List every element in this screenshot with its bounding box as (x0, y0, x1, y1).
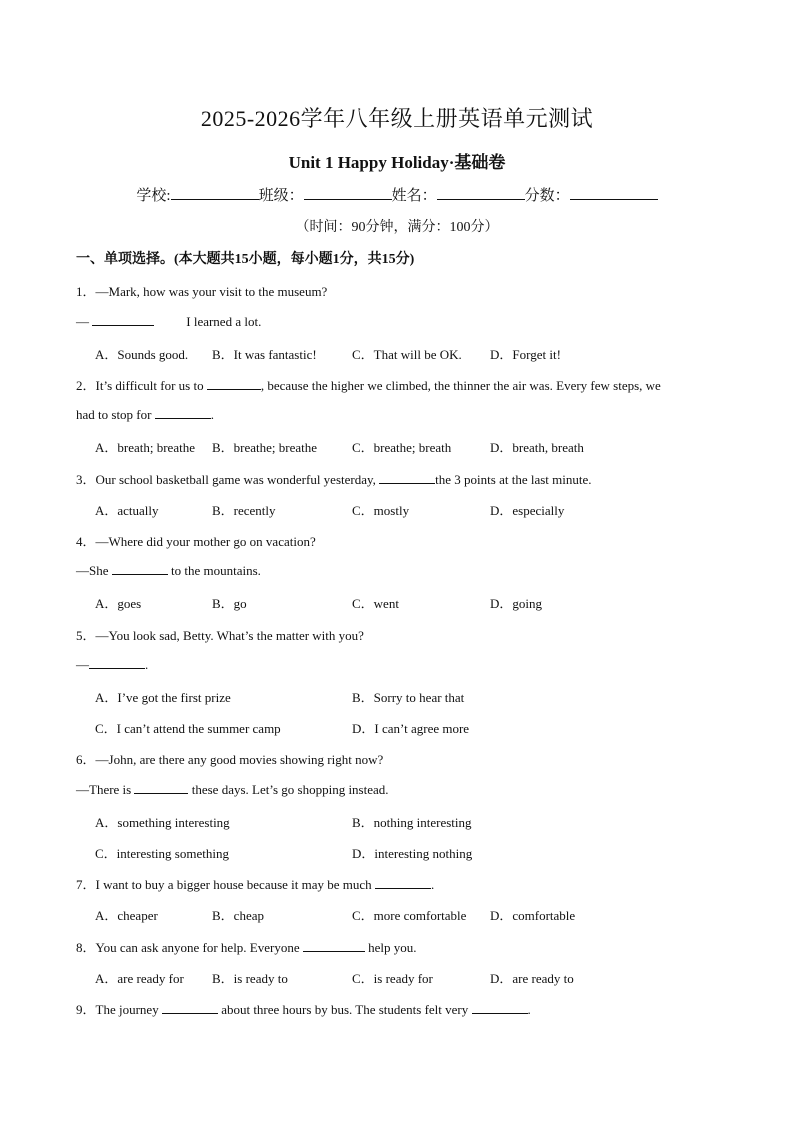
option-d[interactable]: D．I can’t agree more (352, 721, 470, 736)
response-text: these days. Let’s go shopping instead. (191, 782, 389, 797)
response-text: I learned a lot. (186, 314, 262, 329)
option-a[interactable]: A．cheaper (95, 908, 158, 923)
question-number: 4． (76, 534, 96, 549)
question-1-response (76, 313, 261, 330)
school-label: 学校: (136, 188, 171, 204)
option-b[interactable]: B．It was fantastic! (212, 347, 317, 362)
unit-subtitle: Unit 1 Happy Holiday·基础卷 (288, 153, 506, 172)
question-2-line2 (76, 406, 214, 423)
period: . (210, 407, 214, 422)
question-stem: Our school basketball game was wonderful yesterday, (95, 472, 376, 487)
answer-blank[interactable] (134, 781, 188, 794)
question-2 (76, 375, 661, 394)
answer-blank[interactable] (155, 406, 211, 419)
option-d[interactable]: D．Forget it! (490, 347, 561, 362)
answer-blank[interactable] (303, 939, 365, 952)
answer-blank[interactable] (162, 1001, 218, 1014)
question-4 (76, 531, 316, 550)
option-a[interactable]: A．are ready for (95, 971, 184, 986)
option-b[interactable]: B．recently (212, 503, 276, 518)
question-5-response (76, 656, 148, 673)
question-stem: —You look sad, Betty. What’s the matter with you? (95, 628, 364, 643)
option-b[interactable]: B．is ready to (212, 971, 288, 986)
answer-blank[interactable] (89, 656, 145, 669)
option-c[interactable]: C．That will be OK. (352, 347, 462, 362)
option-c[interactable]: C．is ready for (352, 971, 433, 986)
question-9 (76, 999, 531, 1018)
question-stem-cont: about three hours by bus. The students felt very (221, 1002, 469, 1017)
period: . (527, 1002, 531, 1017)
score-field[interactable] (570, 185, 658, 200)
option-d[interactable]: D．comfortable (490, 908, 576, 923)
option-d[interactable]: D．going (490, 596, 543, 611)
option-a[interactable]: A．goes (95, 596, 142, 611)
section-heading: 一、单项选择。(本大题共15小题，每小题1分，共15分) (76, 252, 415, 267)
question-number: 2． (76, 378, 96, 393)
page-title: 2025-2026学年八年级上册英语单元测试 (200, 106, 594, 131)
question-stem-cont: , because the higher we climbed, the thinner the air was. Every few steps, we (260, 378, 661, 393)
period: . (145, 657, 149, 672)
question-stem: The journey (95, 1002, 159, 1017)
question-3 (76, 469, 592, 488)
period: . (430, 877, 435, 892)
answer-blank[interactable] (375, 876, 431, 889)
response-text: —There is (76, 782, 132, 797)
question-number: 6． (76, 752, 96, 767)
question-1 (76, 281, 327, 300)
option-b[interactable]: B．nothing interesting (352, 815, 472, 830)
time-note: （时间：90分钟，满分：100分） (295, 220, 499, 235)
option-c[interactable]: C．more comfortable (352, 908, 467, 923)
option-a[interactable]: A．I’ve got the first prize (95, 690, 231, 705)
question-number: 5． (76, 628, 96, 643)
name-label: 姓名： (391, 188, 437, 204)
question-stem: You can ask anyone for help. Everyone (95, 940, 300, 955)
question-stem: —John, are there any good movies showing right now? (95, 752, 384, 767)
answer-blank[interactable] (379, 471, 435, 484)
question-8 (76, 937, 417, 956)
question-stem-cont: had to stop for (76, 407, 152, 422)
option-c[interactable]: C．went (352, 596, 399, 611)
question-5 (76, 625, 364, 644)
class-label: 班级： (258, 188, 304, 204)
option-a[interactable]: A．breath; breathe (95, 440, 195, 455)
question-stem: —Mark, how was your visit to the museum? (95, 284, 328, 299)
name-field[interactable] (437, 185, 525, 200)
question-4-response (76, 562, 261, 579)
option-d[interactable]: D．interesting nothing (352, 846, 473, 861)
dash: — (76, 314, 89, 329)
question-stem-cont: the 3 points at the last minute. (435, 472, 592, 487)
answer-blank[interactable] (207, 377, 261, 390)
answer-blank[interactable] (92, 313, 154, 326)
option-c[interactable]: C．breathe; breath (352, 440, 452, 455)
option-b[interactable]: B．cheap (212, 908, 264, 923)
question-number: 7． (76, 877, 96, 892)
option-d[interactable]: D．especially (490, 503, 565, 518)
question-number: 3． (76, 472, 96, 487)
option-a[interactable]: A．actually (95, 503, 159, 518)
option-b[interactable]: B．breathe; breathe (212, 440, 318, 455)
question-number: 1． (76, 284, 96, 299)
question-6 (76, 749, 383, 768)
question-stem: —Where did your mother go on vacation? (95, 534, 316, 549)
option-c[interactable]: C．mostly (352, 503, 410, 518)
question-number: 9． (76, 1002, 96, 1017)
option-b[interactable]: B．go (212, 596, 247, 611)
option-c[interactable]: C．interesting something (95, 846, 229, 861)
response-text: to the mountains. (171, 563, 261, 578)
option-a[interactable]: A．something interesting (95, 815, 230, 830)
option-c[interactable]: C．I can’t attend the summer camp (95, 721, 281, 736)
answer-blank[interactable] (472, 1001, 528, 1014)
option-b[interactable]: B．Sorry to hear that (352, 690, 465, 705)
question-stem: It’s difficult for us to (95, 378, 204, 393)
question-number: 8． (76, 940, 96, 955)
dash: — (76, 657, 89, 672)
question-6-response (76, 781, 389, 798)
answer-blank[interactable] (112, 562, 168, 575)
option-a[interactable]: A．Sounds good. (95, 347, 189, 362)
option-d[interactable]: D．are ready to (490, 971, 574, 986)
question-stem: I want to buy a bigger house because it may be much (95, 877, 372, 892)
question-stem-cont: help you. (368, 940, 417, 955)
response-text: —She (76, 563, 109, 578)
student-info-line (0, 184, 794, 205)
option-d[interactable]: D．breath, breath (490, 440, 584, 455)
school-field[interactable] (171, 185, 259, 200)
class-field[interactable] (304, 185, 392, 200)
score-label: 分数： (524, 188, 570, 204)
question-7 (76, 874, 434, 893)
